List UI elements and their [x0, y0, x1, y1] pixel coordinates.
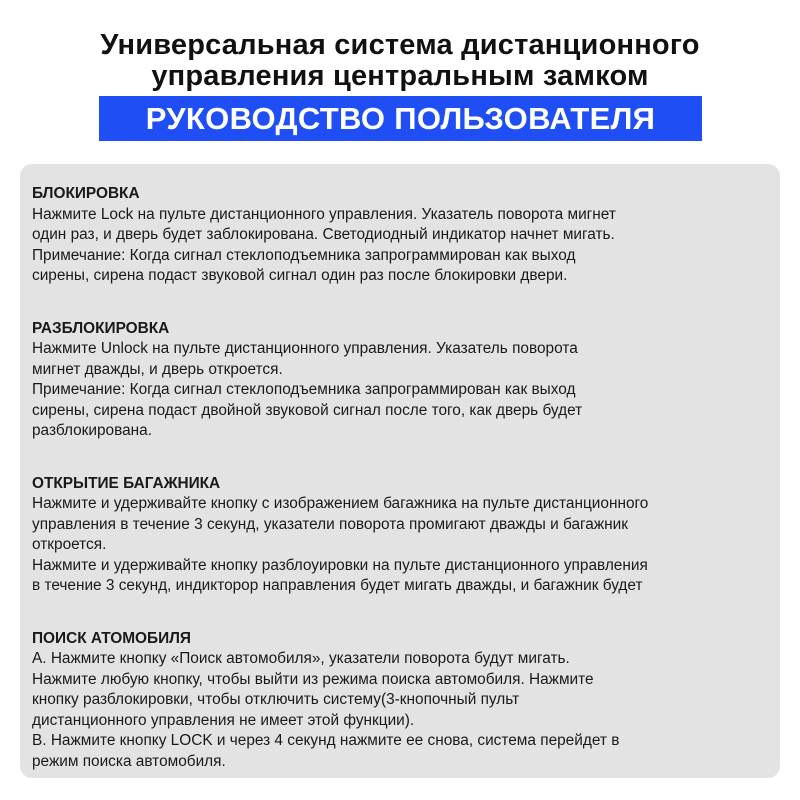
text-line: один раз, и дверь будет заблокирована. Светодиодный индикатор начнет мигать. — [32, 226, 615, 243]
page-title-line-2: управления центральным замком — [151, 60, 649, 92]
text-line: Нажмите Lock на пульте дистанционного управления. Указатель поворота мигнет — [32, 205, 616, 223]
section-body-unlock — [32, 339, 776, 442]
text-line: в течение 3 секунд, индикторор направления будет мигать дважды, и багажник будет — [32, 577, 643, 594]
text-line: Примечание: Когда сигнал стеклоподъемника запрограммирован как выход — [32, 246, 576, 264]
text-line: режим поиска автомобиля. — [32, 752, 226, 770]
section-lock — [32, 184, 776, 287]
text-line: мигнет дважды, и дверь откроется. — [32, 360, 283, 378]
text-line: кнопку разблокировки, чтобы отключить систему(3-кнопочный пульт — [32, 691, 520, 708]
text-line: Примечание: Когда сигнал стеклоподъемника запрограммирован как выход — [32, 381, 576, 398]
user-guide-banner: РУКОВОДСТВО ПОЛЬЗОВАТЕЛЯ — [99, 96, 702, 141]
section-body-lock — [32, 205, 776, 287]
text-line: A. Нажмите кнопку «Поиск автомобиля», указатели поворота будут мигать. — [32, 650, 570, 667]
text-line: откроется. — [32, 536, 107, 553]
section-heading-car-search: ПОИСК АТОМОБИЛЯ — [32, 629, 191, 647]
text-line: сирены, сирена подаст двойной звуковой сигнал после того, как дверь будет — [32, 401, 583, 419]
text-line: Нажмите любую кнопку, чтобы выйти из режима поиска автомобиля. Нажмите — [32, 670, 594, 688]
page-title — [0, 30, 800, 92]
text-line: B. Нажмите кнопку LOCK и через 4 секунд нажмите ее снова, система перейдет в — [32, 732, 620, 749]
section-heading-trunk: ОТКРЫТИЕ БАГАЖНИКА — [32, 474, 221, 492]
instructions-content — [32, 184, 776, 772]
section-car-search — [32, 629, 776, 773]
text-line: Нажмите и удерживайте кнопку разблоуировки на пульте дистанционного управления — [32, 556, 648, 574]
text-line: управления в течение 3 секунд, указатели поворота промигают дважды и багажник — [32, 515, 628, 533]
text-line: Нажмите Unlock на пульте дистанционного управления. Указатель поворота — [32, 340, 578, 357]
text-line: Нажмите и удерживайте кнопку с изображением багажника на пульте дистанционного — [32, 495, 649, 512]
section-heading-unlock: РАЗБЛОКИРОВКА — [32, 319, 170, 337]
text-line: дистанционного управления не имеет этой функции). — [32, 711, 415, 729]
section-body-car-search — [32, 649, 776, 772]
section-unlock — [32, 319, 776, 442]
section-trunk-open — [32, 474, 776, 597]
section-heading-lock: БЛОКИРОВКА — [32, 185, 140, 202]
section-body-trunk — [32, 494, 776, 597]
text-line: сирены, сирена подаст звуковой сигнал один раз после блокировки двери. — [32, 267, 568, 284]
text-line: разблокирована. — [32, 422, 153, 439]
page-title-line-1: Универсальная система дистанционного — [100, 29, 700, 61]
